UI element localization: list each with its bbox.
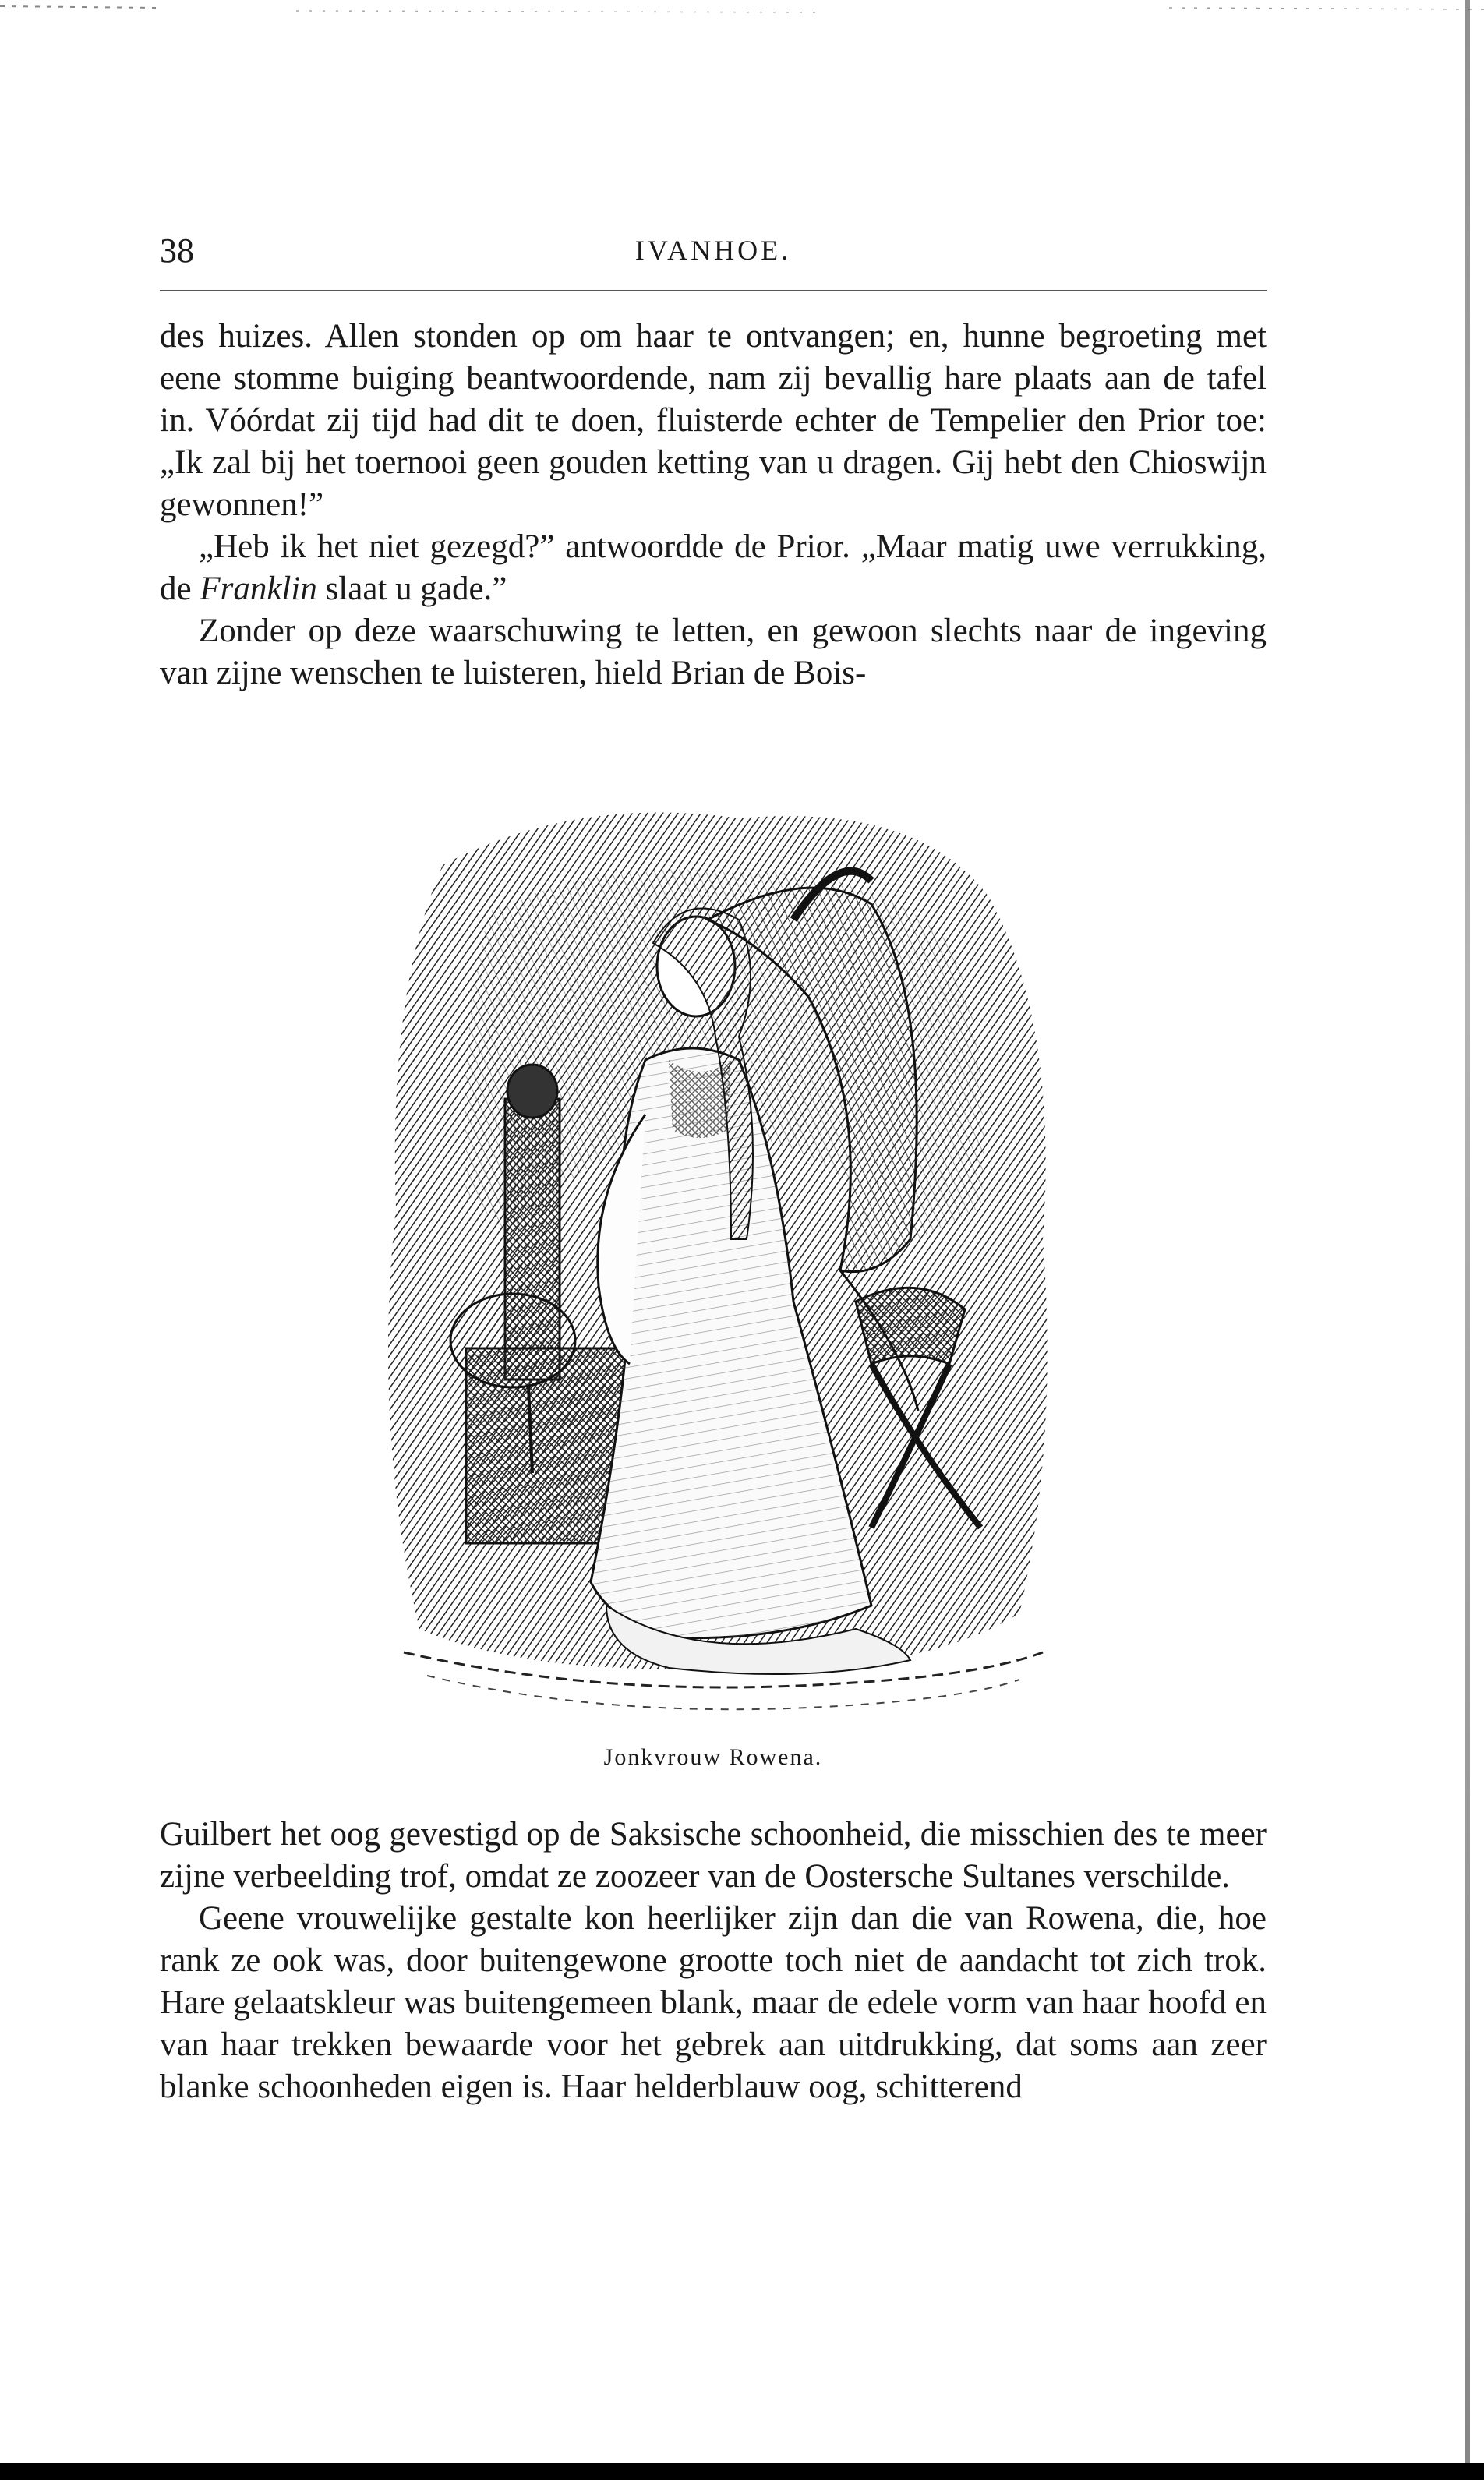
paragraph-prior-reply [160, 526, 1267, 610]
scan-bottom-edge [0, 2463, 1484, 2480]
emphasized-word: Franklin [200, 571, 317, 607]
body-text-top [160, 316, 1267, 694]
scan-edge-noise [0, 0, 1484, 23]
engraving-illustration [373, 803, 1074, 1730]
running-title: IVANHOE. [634, 235, 792, 266]
paragraph-brian: Zonder op deze waarschuwing te letten, en gewoon slechts naar de ingeving van zijne wenschen te luisteren, hield Brian de Bois- [160, 613, 1267, 691]
figure-caption: Jonkvrouw Rowena. [603, 1744, 823, 1770]
scan-right-edge [1465, 0, 1470, 2463]
running-head [160, 231, 1267, 277]
paragraph-text: slaat u gade.” [316, 571, 507, 607]
body-text-bottom [160, 1814, 1267, 2108]
paragraph-rowena-description: Geene vrouwelijke gestalte kon heerlijker zijn dan die van Rowena, die, hoe rank ze ook was, door buitengewone grootte toch niet de aandacht tot zich trok. Hare gelaatskleur was buitengemeen blank, maar de edele vorm van haar hoofd en van haar trekken bewaarde voor het gebrek aan uitdrukking, dat soms aan zeer blanke schoonheden eigen is. Haar helderblauw oog, schitterend [160, 1900, 1267, 2105]
paragraph-guilbert: Guilbert het oog gevestigd op de Saksische schoonheid, die misschien des te meer zijne verbeelding trof, omdat ze zoozeer van de Oostersche Sultanes verschilde. [160, 1816, 1267, 1895]
paragraph-text: „Heb ik het niet gezegd?” antwoordde de Prior. „Maar matig uwe verrukking, de [160, 528, 1267, 607]
page-number: 38 [160, 231, 194, 270]
illustration-rowena [373, 803, 1074, 1730]
paragraph-continuation: des huizes. Allen stonden op om haar te ontvangen; en, hunne begroeting met eene stomme buiging beantwoordende, nam zij bevallig hare plaats aan de tafel in. Vóórdat zij tijd had dit te doen, fluisterde echter de Tempelier den Prior toe: „Ik zal bij het toernooi geen gouden ketting van u dragen. Gij hebt den Chioswijn gewonnen!” [160, 318, 1267, 523]
header-rule [160, 290, 1267, 291]
